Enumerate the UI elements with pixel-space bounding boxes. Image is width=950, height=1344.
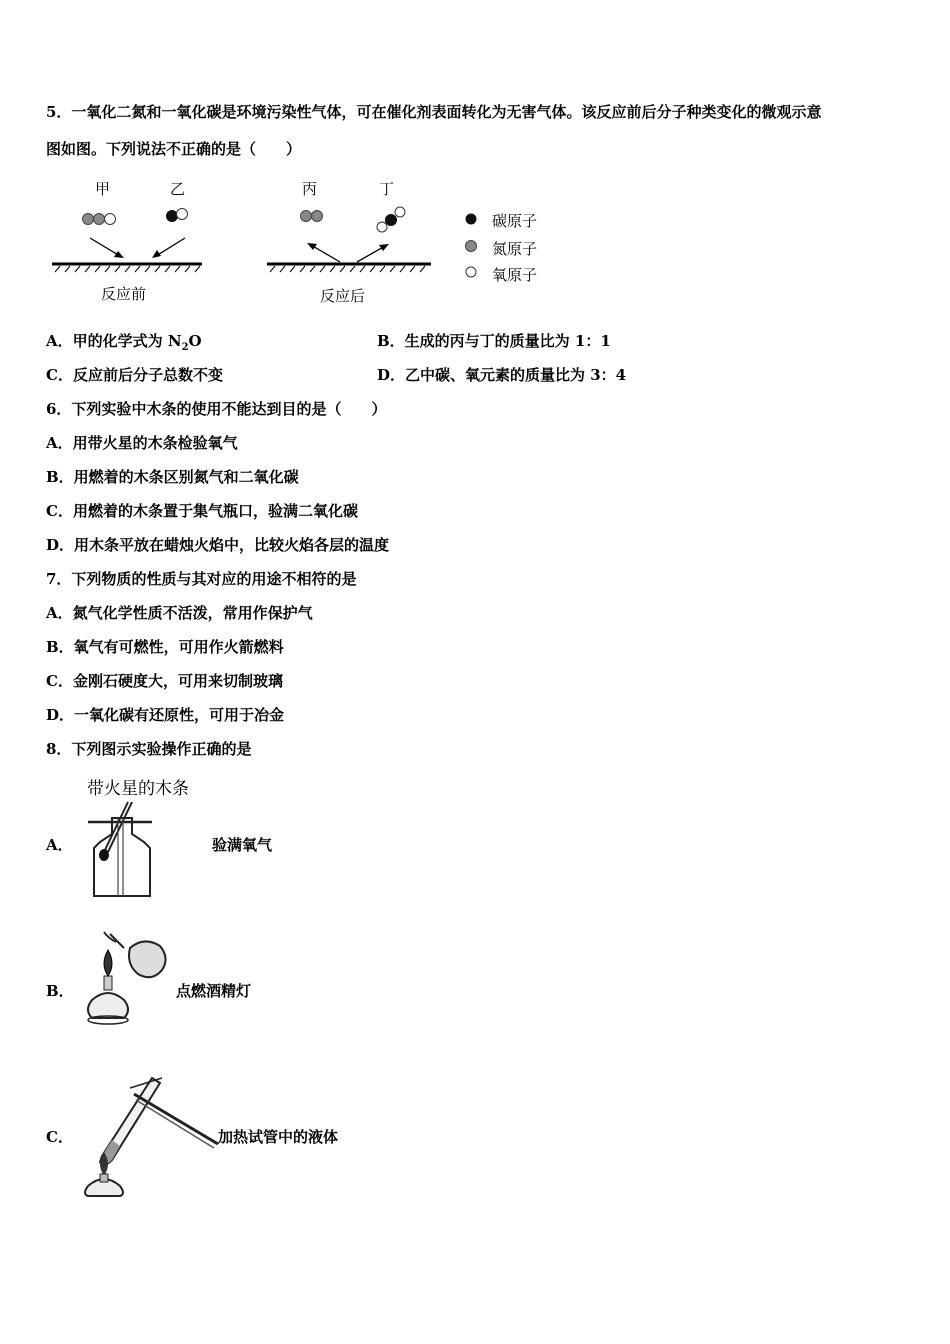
q7-option-b: B．氧气有可燃性，可用作火箭燃料 — [46, 638, 284, 656]
q5-option-d: D．乙中碳、氧元素的质量比为 3：4 — [377, 366, 627, 384]
q5-option-a — [46, 331, 202, 358]
q5-stem-line1: 5．一氧化二氮和一氧化碳是环境污染性气体，可在催化剂表面转化为无害气体。该反应前后分子种类变化的微观示意 — [46, 103, 822, 121]
q5-option-a-sub: 2 — [181, 342, 189, 353]
q6-option-c: C．用燃着的木条置于集气瓶口，验满二氧化碳 — [46, 502, 358, 520]
q7-option-a: A．氮气化学性质不活泼，常用作保护气 — [46, 604, 313, 622]
legend-nitrogen: 氮原子 — [492, 240, 538, 258]
q6-stem: 6．下列实验中木条的使用不能达到目的是（ ） — [46, 400, 387, 418]
reaction-after-diagram — [265, 200, 435, 275]
heating-test-tube-illustration — [82, 1068, 222, 1198]
q8-option-b-letter: B． — [46, 982, 74, 1000]
legend-nitrogen-dot — [464, 239, 478, 253]
q7-stem: 7．下列物质的性质与其对应的用途不相符的是 — [46, 570, 357, 588]
q7-option-c: C．金刚石硬度大，可用来切制玻璃 — [46, 672, 283, 690]
q8-option-a-caption: 验满氧气 — [212, 836, 273, 854]
label-ding: 丁 — [379, 180, 395, 198]
label-yi: 乙 — [170, 180, 186, 198]
q8-a-image-label: 带火星的木条 — [87, 779, 189, 799]
q5-option-a-text: A．甲的化学式为 N — [46, 332, 182, 350]
q8-option-a-letter: A． — [46, 836, 73, 854]
q8-stem: 8．下列图示实验操作正确的是 — [46, 740, 252, 758]
q8-option-c-caption: 加热试管中的液体 — [218, 1128, 339, 1146]
alcohol-lamp-lighting-illustration — [82, 928, 177, 1028]
q6-option-b: B．用燃着的木条区别氮气和二氧化碳 — [46, 468, 299, 486]
q5-option-c: C．反应前后分子总数不变 — [46, 366, 223, 384]
q5-option-b: B．生成的丙与丁的质量比为 1：1 — [377, 332, 611, 350]
q8-option-b-caption: 点燃酒精灯 — [176, 982, 252, 1000]
legend-carbon-dot — [464, 212, 478, 226]
q6-option-a: A．用带火星的木条检验氧气 — [46, 434, 238, 452]
legend-oxygen-dot — [464, 265, 478, 279]
label-bing: 丙 — [302, 180, 318, 198]
q7-option-d: D．一氧化碳有还原性，可用于冶金 — [46, 706, 285, 724]
label-before: 反应前 — [101, 285, 147, 303]
reaction-before-diagram — [50, 200, 210, 275]
q8-option-c-letter: C． — [46, 1128, 73, 1146]
q6-option-d: D．用木条平放在蜡烛火焰中，比较火焰各层的温度 — [46, 536, 390, 554]
oxygen-bottle-test-illustration — [82, 800, 162, 900]
legend-carbon: 碳原子 — [492, 212, 538, 230]
label-jia: 甲 — [95, 180, 111, 198]
q5-option-a-tail: O — [188, 332, 202, 350]
label-after: 反应后 — [320, 287, 366, 305]
q5-stem-line2: 图如图。下列说法不正确的是（ ） — [46, 140, 302, 158]
legend-oxygen: 氧原子 — [492, 266, 538, 284]
